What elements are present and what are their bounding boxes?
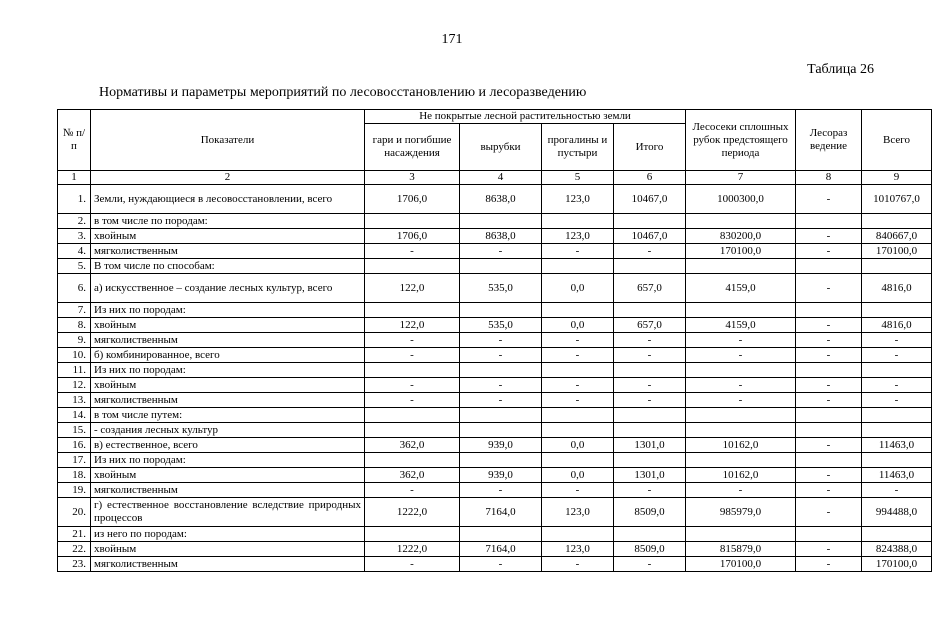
row-value <box>862 259 932 274</box>
row-value: 0,0 <box>542 468 614 483</box>
row-value: 0,0 <box>542 274 614 303</box>
row-value <box>686 527 796 542</box>
row-number: 8. <box>58 318 91 333</box>
column-number: 4 <box>460 171 542 185</box>
table-row <box>58 244 932 259</box>
row-number: 3. <box>58 229 91 244</box>
column-number: 7 <box>686 171 796 185</box>
row-value: - <box>796 438 862 453</box>
row-value: - <box>614 393 686 408</box>
row-label: Земли, нуждающиеся в лесовосстановлении, всего <box>91 185 365 214</box>
row-value <box>460 423 542 438</box>
row-value <box>686 259 796 274</box>
row-value: - <box>614 483 686 498</box>
row-value: - <box>686 483 796 498</box>
row-number: 11. <box>58 363 91 378</box>
row-value <box>365 259 460 274</box>
row-value: - <box>862 393 932 408</box>
row-value: 985979,0 <box>686 498 796 527</box>
row-label: Из них по породам: <box>91 453 365 468</box>
row-number: 15. <box>58 423 91 438</box>
row-value <box>862 423 932 438</box>
row-value: - <box>460 393 542 408</box>
row-value: 123,0 <box>542 185 614 214</box>
row-label: г) естественное восстановление вследствие природных процессов <box>91 498 365 527</box>
row-label: а) искусственное – создание лесных культур, всего <box>91 274 365 303</box>
header-burned: гари и погибшие насаждения <box>365 124 460 171</box>
page-number: 171 <box>441 32 463 47</box>
row-number: 1. <box>58 185 91 214</box>
row-value: 0,0 <box>542 318 614 333</box>
table-row <box>58 259 932 274</box>
table-row <box>58 185 932 214</box>
row-value <box>365 408 460 423</box>
column-number: 2 <box>91 171 365 185</box>
row-value <box>460 303 542 318</box>
row-value: - <box>862 333 932 348</box>
row-value: - <box>796 274 862 303</box>
row-label: хвойным <box>91 468 365 483</box>
row-value: - <box>365 557 460 572</box>
row-value: 657,0 <box>614 274 686 303</box>
column-number: 8 <box>796 171 862 185</box>
row-value: 840667,0 <box>862 229 932 244</box>
row-value: - <box>796 318 862 333</box>
row-number: 7. <box>58 303 91 318</box>
row-label: хвойным <box>91 542 365 557</box>
row-value: 4159,0 <box>686 274 796 303</box>
row-value: 830200,0 <box>686 229 796 244</box>
document-title: Нормативы и параметры мероприятий по лесовосстановлению и лесоразведению <box>99 85 587 100</box>
row-number: 17. <box>58 453 91 468</box>
row-value: - <box>686 348 796 363</box>
row-label: в) естественное, всего <box>91 438 365 453</box>
row-value <box>542 408 614 423</box>
row-value: 824388,0 <box>862 542 932 557</box>
header-afforestation: Лесораз ведение <box>796 110 862 171</box>
row-value: 1706,0 <box>365 185 460 214</box>
row-label: Из них по породам: <box>91 303 365 318</box>
row-value: - <box>796 393 862 408</box>
row-value <box>862 453 932 468</box>
row-value <box>862 214 932 229</box>
column-numbers-row <box>58 171 932 185</box>
row-value <box>796 527 862 542</box>
row-value: 1301,0 <box>614 438 686 453</box>
row-value <box>686 363 796 378</box>
table-row <box>58 408 932 423</box>
row-value: 657,0 <box>614 318 686 333</box>
row-value: - <box>365 378 460 393</box>
row-value <box>796 453 862 468</box>
row-value: 8509,0 <box>614 498 686 527</box>
row-value: - <box>862 483 932 498</box>
table-body <box>58 171 932 572</box>
table-row <box>58 229 932 244</box>
table-row <box>58 318 932 333</box>
row-value: 123,0 <box>542 229 614 244</box>
row-value: 1010767,0 <box>862 185 932 214</box>
row-value <box>796 408 862 423</box>
row-value: - <box>862 348 932 363</box>
row-label: мягколиственным <box>91 244 365 259</box>
row-value: 4159,0 <box>686 318 796 333</box>
table-row <box>58 468 932 483</box>
row-label: хвойным <box>91 318 365 333</box>
row-value <box>460 214 542 229</box>
row-value: - <box>686 393 796 408</box>
row-value: - <box>460 348 542 363</box>
row-value <box>460 453 542 468</box>
table-row <box>58 483 932 498</box>
row-value: 535,0 <box>460 318 542 333</box>
row-value: - <box>614 557 686 572</box>
row-value <box>365 303 460 318</box>
header-glades: прогалины и пустыри <box>542 124 614 171</box>
column-number: 9 <box>862 171 932 185</box>
row-label: хвойным <box>91 378 365 393</box>
row-value: - <box>796 468 862 483</box>
row-value: 1000300,0 <box>686 185 796 214</box>
row-value: 1301,0 <box>614 468 686 483</box>
row-value: - <box>686 378 796 393</box>
row-value: - <box>796 229 862 244</box>
table-row <box>58 378 932 393</box>
column-number: 1 <box>58 171 91 185</box>
row-value <box>686 423 796 438</box>
header-indicator: Показатели <box>91 110 365 171</box>
column-number: 5 <box>542 171 614 185</box>
row-value: 4816,0 <box>862 274 932 303</box>
row-value: 362,0 <box>365 468 460 483</box>
row-value: - <box>614 333 686 348</box>
row-value: - <box>796 244 862 259</box>
row-value: 8638,0 <box>460 185 542 214</box>
row-value: - <box>686 333 796 348</box>
row-value <box>796 303 862 318</box>
header-clearcut: Лесосеки сплошных рубок предстоящего периода <box>686 110 796 171</box>
row-value: - <box>796 348 862 363</box>
row-value: 535,0 <box>460 274 542 303</box>
row-label: Из них по породам: <box>91 363 365 378</box>
row-value: - <box>542 244 614 259</box>
row-label: мягколиственным <box>91 333 365 348</box>
row-value <box>365 214 460 229</box>
row-value: - <box>796 557 862 572</box>
table-row <box>58 453 932 468</box>
row-value: - <box>460 244 542 259</box>
row-value <box>686 214 796 229</box>
row-value: - <box>365 393 460 408</box>
row-value: - <box>460 557 542 572</box>
row-value: 170100,0 <box>686 557 796 572</box>
table-row <box>58 557 932 572</box>
header-total: Всего <box>862 110 932 171</box>
row-number: 5. <box>58 259 91 274</box>
header-subtotal: Итого <box>614 124 686 171</box>
row-value: - <box>796 498 862 527</box>
row-value: 10467,0 <box>614 229 686 244</box>
table-row <box>58 542 932 557</box>
row-value <box>542 423 614 438</box>
table-row <box>58 438 932 453</box>
row-value: - <box>796 542 862 557</box>
row-number: 23. <box>58 557 91 572</box>
header-cuttings: вырубки <box>460 124 542 171</box>
row-value <box>614 259 686 274</box>
row-label: мягколиственным <box>91 393 365 408</box>
row-value: 8509,0 <box>614 542 686 557</box>
row-label: в том числе по породам: <box>91 214 365 229</box>
row-value: - <box>460 333 542 348</box>
row-value <box>365 423 460 438</box>
row-value: - <box>796 483 862 498</box>
row-value <box>862 363 932 378</box>
row-value <box>614 303 686 318</box>
row-value: 8638,0 <box>460 229 542 244</box>
row-value: - <box>365 333 460 348</box>
row-value: 11463,0 <box>862 438 932 453</box>
row-value: 1222,0 <box>365 542 460 557</box>
row-number: 18. <box>58 468 91 483</box>
row-number: 10. <box>58 348 91 363</box>
row-value: - <box>862 378 932 393</box>
row-value: - <box>542 393 614 408</box>
table-row <box>58 363 932 378</box>
row-value: - <box>365 348 460 363</box>
row-value <box>614 214 686 229</box>
row-value: 994488,0 <box>862 498 932 527</box>
row-value: - <box>614 378 686 393</box>
column-number: 3 <box>365 171 460 185</box>
row-value: - <box>796 378 862 393</box>
row-value <box>365 527 460 542</box>
row-value <box>614 527 686 542</box>
row-value <box>796 259 862 274</box>
row-label: - создания лесных культур <box>91 423 365 438</box>
row-value: - <box>460 483 542 498</box>
row-value: 1222,0 <box>365 498 460 527</box>
row-value <box>460 527 542 542</box>
row-value: - <box>365 244 460 259</box>
row-value: 939,0 <box>460 468 542 483</box>
row-value <box>365 363 460 378</box>
row-value: - <box>365 483 460 498</box>
row-value: - <box>796 185 862 214</box>
row-value: - <box>542 378 614 393</box>
table-row <box>58 348 932 363</box>
row-value <box>796 214 862 229</box>
row-value <box>542 363 614 378</box>
row-value <box>686 303 796 318</box>
row-value <box>460 259 542 274</box>
table-row <box>58 423 932 438</box>
row-value <box>862 408 932 423</box>
row-value: 7164,0 <box>460 542 542 557</box>
table-row <box>58 527 932 542</box>
row-value <box>460 408 542 423</box>
row-value: 815879,0 <box>686 542 796 557</box>
row-value: 0,0 <box>542 438 614 453</box>
row-value: 939,0 <box>460 438 542 453</box>
row-value <box>542 259 614 274</box>
header-num: № п/п <box>58 110 91 171</box>
table-row <box>58 274 932 303</box>
row-number: 12. <box>58 378 91 393</box>
row-value: - <box>542 333 614 348</box>
row-number: 9. <box>58 333 91 348</box>
row-value <box>542 453 614 468</box>
header-group: Не покрытые лесной растительностью земли <box>365 110 686 124</box>
row-value <box>614 453 686 468</box>
row-number: 19. <box>58 483 91 498</box>
row-number: 20. <box>58 498 91 527</box>
row-value: 122,0 <box>365 318 460 333</box>
table-row <box>58 303 932 318</box>
row-value <box>460 363 542 378</box>
row-value: - <box>542 483 614 498</box>
row-value <box>542 214 614 229</box>
row-value <box>796 363 862 378</box>
row-value: 10162,0 <box>686 438 796 453</box>
row-value <box>365 453 460 468</box>
row-label: мягколиственным <box>91 483 365 498</box>
row-value <box>862 527 932 542</box>
row-value: 170100,0 <box>862 557 932 572</box>
row-value: 11463,0 <box>862 468 932 483</box>
table-row <box>58 333 932 348</box>
row-number: 2. <box>58 214 91 229</box>
row-value <box>542 303 614 318</box>
table-label: Таблица 26 <box>807 62 874 77</box>
row-number: 4. <box>58 244 91 259</box>
row-label: мягколиственным <box>91 557 365 572</box>
row-label: хвойным <box>91 229 365 244</box>
row-value <box>796 423 862 438</box>
row-value: 4816,0 <box>862 318 932 333</box>
row-value <box>862 303 932 318</box>
row-value: 362,0 <box>365 438 460 453</box>
column-number: 6 <box>614 171 686 185</box>
norms-table <box>57 109 932 572</box>
table-row <box>58 214 932 229</box>
row-value: - <box>614 244 686 259</box>
row-number: 22. <box>58 542 91 557</box>
row-value: - <box>542 557 614 572</box>
row-label: из него по породам: <box>91 527 365 542</box>
row-value <box>614 408 686 423</box>
row-number: 16. <box>58 438 91 453</box>
row-value: 10162,0 <box>686 468 796 483</box>
row-value: - <box>614 348 686 363</box>
table-row <box>58 498 932 527</box>
row-label: б) комбинированное, всего <box>91 348 365 363</box>
row-value: 123,0 <box>542 542 614 557</box>
row-value <box>614 363 686 378</box>
row-value: 122,0 <box>365 274 460 303</box>
row-value: 170100,0 <box>862 244 932 259</box>
row-value: 10467,0 <box>614 185 686 214</box>
row-label: В том числе по способам: <box>91 259 365 274</box>
row-value: - <box>460 378 542 393</box>
row-value: 123,0 <box>542 498 614 527</box>
row-number: 14. <box>58 408 91 423</box>
row-value: - <box>542 348 614 363</box>
row-value: 1706,0 <box>365 229 460 244</box>
row-value: 7164,0 <box>460 498 542 527</box>
row-value: 170100,0 <box>686 244 796 259</box>
row-number: 6. <box>58 274 91 303</box>
row-value <box>686 408 796 423</box>
row-value: - <box>796 333 862 348</box>
table-row <box>58 393 932 408</box>
row-number: 21. <box>58 527 91 542</box>
row-value <box>686 453 796 468</box>
row-label: в том числе путем: <box>91 408 365 423</box>
row-number: 13. <box>58 393 91 408</box>
row-value <box>614 423 686 438</box>
row-value <box>542 527 614 542</box>
